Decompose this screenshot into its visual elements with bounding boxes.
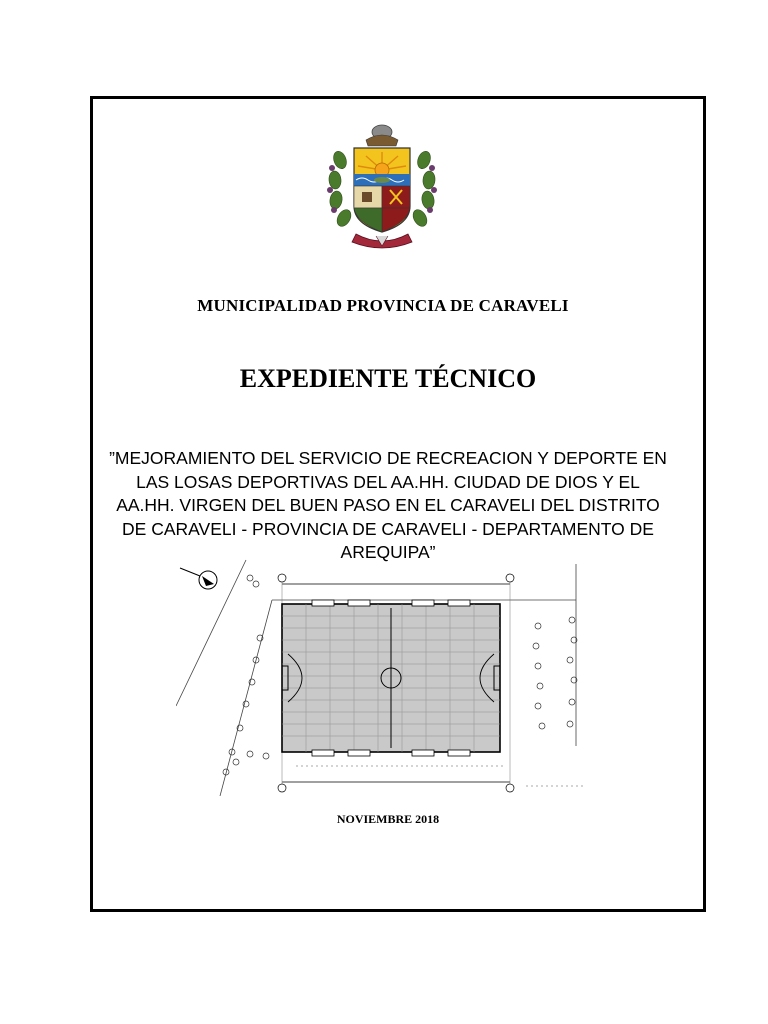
document-title: EXPEDIENTE TÉCNICO (239, 364, 537, 393)
project-line: ”MEJORAMIENTO DEL SERVICIO DE RECREACION Y DEPORTE EN (109, 448, 667, 468)
project-line: AREQUIPA” (340, 542, 436, 562)
document-date: NOVIEMBRE 2018 (336, 812, 440, 826)
project-line: DE CARAVELI - PROVINCIA DE CARAVELI - DEPARTAMENTO DE (122, 518, 654, 539)
project-line: AA.HH. VIRGEN DEL BUEN PASO EN EL CARAVELI DEL DISTRITO (116, 495, 660, 515)
institution-name: MUNICIPALIDAD PROVINCIA DE CARAVELI (197, 296, 569, 315)
north-arrow-icon (180, 568, 217, 589)
project-line: LAS LOSAS DEPORTIVAS DEL AA.HH. CIUDAD DE DIOS Y EL (136, 471, 640, 492)
site-plan-drawing (176, 556, 596, 796)
project-description (106, 447, 670, 565)
municipal-crest-logo (326, 118, 438, 250)
